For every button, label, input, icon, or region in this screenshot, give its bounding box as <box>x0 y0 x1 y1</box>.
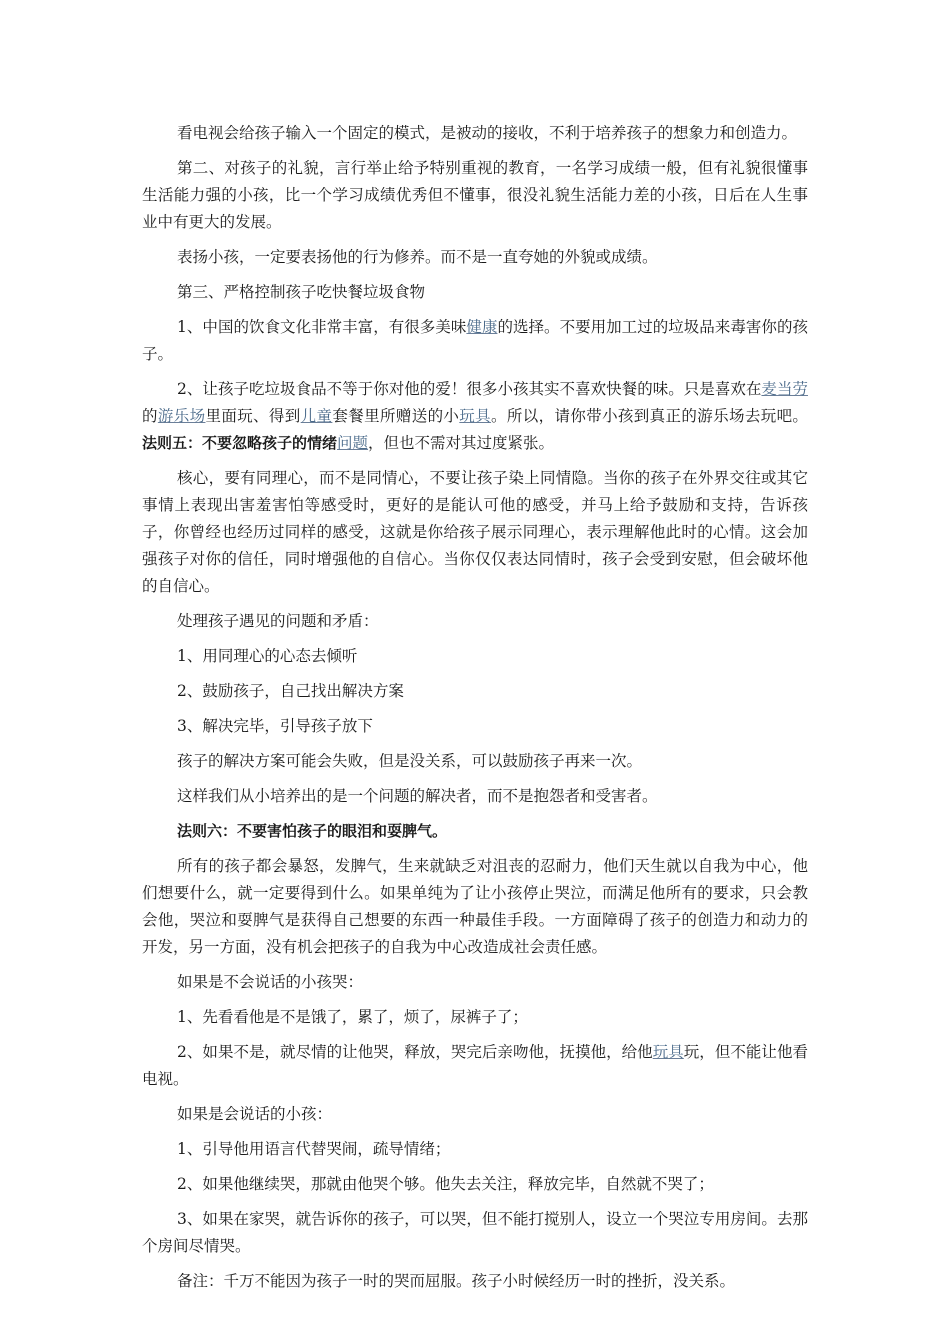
link-mcdonalds[interactable]: 麦当劳 <box>761 380 808 398</box>
link-toys-2[interactable]: 玩具 <box>652 1043 684 1061</box>
rule-six-heading <box>142 818 808 845</box>
rule-six-heading-text: 法则六：不要害怕孩子的眼泪和耍脾气。 <box>177 822 448 840</box>
paragraph-note: 备注：千万不能因为孩子一时的哭而屈服。孩子小时候经历一时的挫折，没关系。 <box>177 1272 736 1290</box>
paragraph-nonverbal-heading: 如果是不会说话的小孩哭： <box>177 973 364 991</box>
link-toys[interactable]: 玩具 <box>459 407 492 425</box>
paragraph-tantrums: 所有的孩子都会暴怒，发脾气，生来就缺乏对沮丧的忍耐力，他们天生就以自我为中心，他们想要什么，就一定要得到什么。如果单纯为了让小孩停止哭泣，而满足他所有的要求，只会教会他，哭泣和耍脾气是获得自己想要的东西一种最佳手段。一方面障碍了孩子的创造力和动力的开发，另一方面，没有机会把孩子的自我为中心改造成社会责任感。 <box>142 857 808 956</box>
paragraph-food-culture <box>142 314 808 368</box>
paragraph-junk-food <box>142 376 808 457</box>
link-children[interactable]: 儿童 <box>300 407 333 425</box>
link-health[interactable]: 健康 <box>466 318 498 336</box>
paragraph-empathy: 核心，要有同理心，而不是同情心，不要让孩子染上同情隐。当你的孩子在外界交往或其它事情上表现出害羞害怕等感受时，更好的是能认可他的感受，并马上给予鼓励和支持，告诉孩子，你曾经也经历过同样的感受，这就是你给孩子展示同理心，表示理解他此时的心情。这会加强孩子对你的信任，同时增强他的自信心。当你仅仅表达同情时，孩子会受到安慰，但会破坏他的自信心。 <box>142 469 808 595</box>
list-item: 3、如果在家哭，就告诉你的孩子，可以哭，但不能打搅别人，设立一个哭泣专用房间。去那个房间尽情哭。 <box>142 1210 808 1255</box>
paragraph-tv: 看电视会给孩子输入一个固定的模式，是被动的接收，不利于培养孩子的想象力和创造力。 <box>177 124 798 142</box>
list-item <box>142 1039 808 1093</box>
paragraph-verbal-heading: 如果是会说话的小孩： <box>177 1105 333 1123</box>
text-segment: 2、如果不是，就尽情的让他哭，释放，哭完后亲吻他，抚摸他，给他 <box>177 1043 653 1061</box>
text-segment: 2、让孩子吃垃圾食品不等于你对他的爱！很多小孩其实不喜欢快餐的味。只是喜欢在 <box>177 380 762 398</box>
text-segment: 1、中国的饮食文化非常丰富，有很多美味 <box>177 318 467 336</box>
rule-five-heading: 法则五：不要忽略孩子的情绪 <box>142 434 338 452</box>
paragraph-politeness: 第二、对孩子的礼貌，言行举止给予特别重视的教育，一名学习成绩一般，但有礼貌很懂事生活能力强的小孩，比一个学习成绩优秀但不懂事，很没礼貌生活能力差的小孩，日后在人生事业中有更大的发展。 <box>142 159 808 231</box>
list-item: 3、解决完毕，引导孩子放下 <box>177 717 373 735</box>
paragraph-praise: 表扬小孩，一定要表扬他的行为修养。而不是一直夸她的外貌或成绩。 <box>177 248 658 266</box>
paragraph-may-fail: 孩子的解决方案可能会失败，但是没关系，可以鼓励孩子再来一次。 <box>177 752 643 770</box>
link-playground[interactable]: 游乐场 <box>157 407 206 425</box>
paragraph-handle-problems: 处理孩子遇见的问题和矛盾： <box>177 612 379 630</box>
list-item: 1、先看看他是不是饿了，累了，烦了，尿裤子了； <box>177 1008 528 1026</box>
link-problem[interactable]: 问题 <box>337 434 369 452</box>
text-segment: 。所以，请你带小孩到真正的游乐场去玩吧。 <box>491 407 808 425</box>
list-item: 1、引导他用语言代替哭闹，疏导情绪； <box>177 1140 451 1158</box>
text-segment: 里面玩、得到 <box>205 407 301 425</box>
list-item: 2、如果他继续哭，那就由他哭个够。他失去关注，释放完毕，自然就不哭了； <box>177 1175 714 1193</box>
paragraph-third-heading: 第三、严格控制孩子吃快餐垃圾食物 <box>177 283 426 301</box>
paragraph-problem-solver: 这样我们从小培养出的是一个问题的解决者，而不是抱怨者和受害者。 <box>177 787 658 805</box>
text-segment: ，但也不需对其过度紧张。 <box>368 434 555 452</box>
text-segment: 的 <box>142 407 158 425</box>
list-item: 1、用同理心的心态去倾听 <box>177 647 358 665</box>
text-segment: 的选择。不要用加工过的垃圾品来毒害你的孩子。 <box>142 318 808 363</box>
text-segment: 玩，但不能让他看电视。 <box>142 1043 808 1088</box>
list-item: 2、鼓励孩子，自己找出解决方案 <box>177 682 404 700</box>
text-segment: 套餐里所赠送的小 <box>332 407 460 425</box>
